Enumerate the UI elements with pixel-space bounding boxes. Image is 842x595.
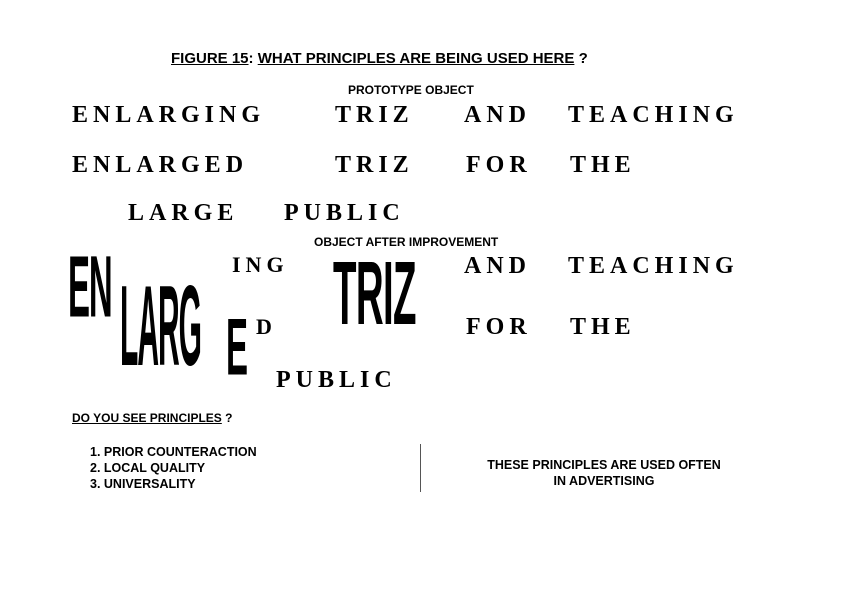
principle-item: 1. PRIOR COUNTERACTION — [90, 445, 257, 459]
principle-item: 3. UNIVERSALITY — [90, 477, 196, 491]
vertical-divider — [420, 444, 421, 492]
proto-l3-w2: PUBLIC — [284, 200, 405, 226]
proto-l1-w2: TRIZ — [335, 102, 414, 128]
advertising-note-line2: IN ADVERTISING — [553, 474, 655, 488]
principles-prompt — [72, 411, 233, 425]
suffix-d: D — [256, 314, 277, 339]
proto-l2-w2: TRIZ — [335, 152, 414, 178]
improved-l1-w4: TEACHING — [568, 253, 739, 279]
proto-l2-w3: FOR — [466, 152, 532, 178]
proto-l2-w4: THE — [570, 152, 636, 178]
figure-label: FIGURE 15 — [171, 50, 249, 67]
principles-list — [90, 444, 257, 492]
advertising-note-line1: THESE PRINCIPLES ARE USED OFTEN — [487, 458, 721, 472]
improved-l2-w4: THE — [570, 314, 636, 340]
figure-question: WHAT PRINCIPLES ARE BEING USED HERE — [257, 50, 575, 67]
suffix-ing: ING — [232, 252, 289, 277]
proto-l2-w1: ENLARGED — [72, 152, 249, 178]
figure-title — [171, 50, 588, 67]
proto-l1-w4: TEACHING — [568, 102, 739, 128]
proto-l3-w1: LARGE — [128, 200, 239, 226]
big-en: EN — [68, 238, 112, 336]
advertising-note — [470, 457, 738, 489]
proto-l1-w1: ENLARGING — [72, 102, 266, 128]
title-separator: : — [248, 50, 254, 67]
prototype-heading: PROTOTYPE OBJECT — [348, 83, 474, 97]
title-question-mark: ? — [578, 50, 588, 67]
improved-l2-w3: FOR — [466, 314, 532, 340]
principles-prompt-text: DO YOU SEE PRINCIPLES — [72, 411, 222, 425]
improved-heading: OBJECT AFTER IMPROVEMENT — [314, 235, 499, 249]
improved-l1-w3: AND — [464, 253, 531, 279]
improved-public: PUBLIC — [276, 367, 397, 393]
proto-l1-w3: AND — [464, 102, 531, 128]
big-triz: TRIZ — [333, 244, 416, 345]
principle-item: 2. LOCAL QUALITY — [90, 461, 206, 475]
principles-prompt-mark: ? — [225, 411, 233, 425]
big-e: E — [226, 301, 249, 393]
big-large: LARG — [120, 262, 201, 390]
